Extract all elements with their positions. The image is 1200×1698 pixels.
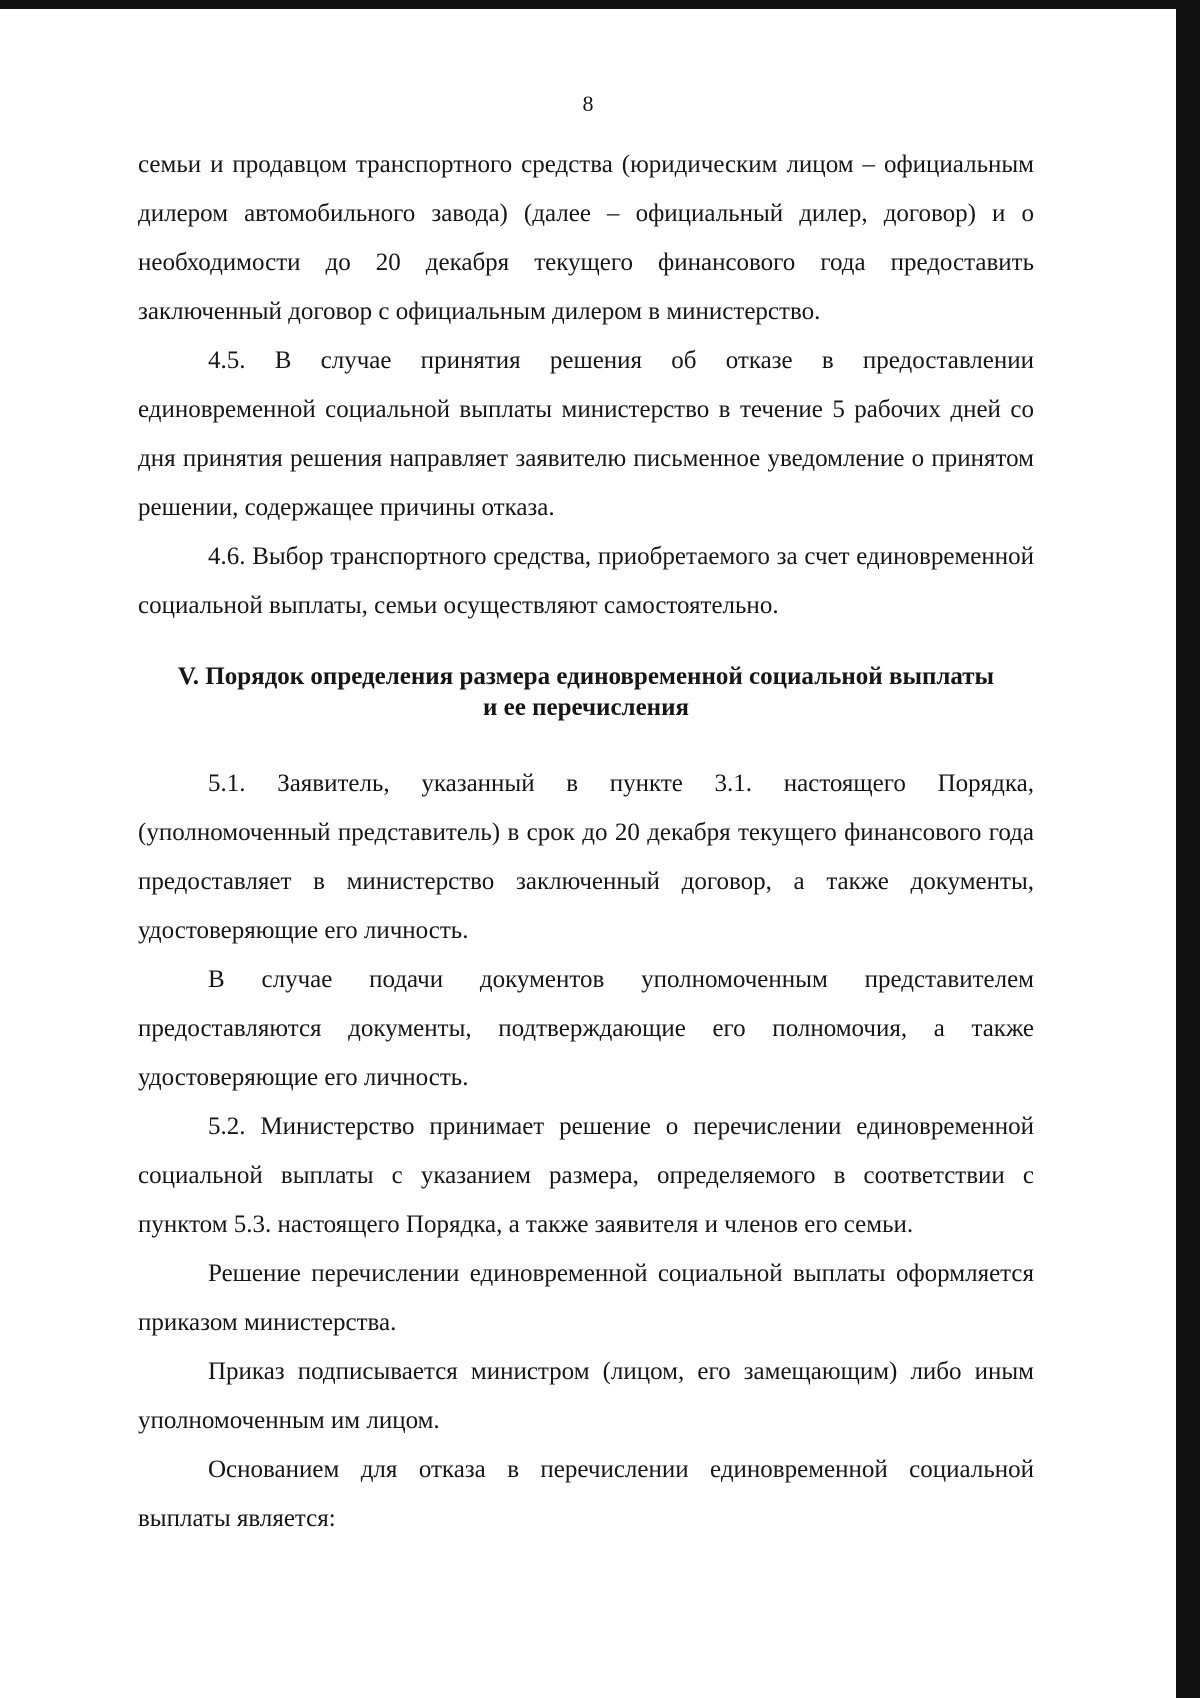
paragraph-5-2: 5.2. Министерство принимает решение о перечислении единовременной социальной выплаты с указанием размера, определяемого в соответствии с пунктом 5.3. настоящего Порядка, а также заявителя и членов его семьи.: [138, 1113, 1034, 1238]
paragraph-4-5: 4.5. В случае принятия решения об отказе в предоставлении единовременной социальной выплаты министерство в течение 5 рабочих дней со дня принятия решения направляет заявителю письменное уведомление о принятом решении, содержащее причины отказа.: [138, 347, 1034, 521]
paragraph-decision: Решение перечислении единовременной социальной выплаты оформляется приказом министерства.: [138, 1260, 1034, 1336]
section-heading-line-1: V. Порядок определения размера единовременной социальной выплаты: [177, 663, 995, 690]
paragraph-refusal-basis: Основанием для отказа в перечислении единовременной социальной выплаты является:: [138, 1456, 1034, 1532]
section-heading: [138, 661, 1034, 723]
paragraph-continuation: семьи и продавцом транспортного средства (юридическим лицом – официальным дилером автомобильного завода) (далее – официальный дилер, договор) и о необходимости до 20 декабря текущего финансового года предоставить заключенный договор с официальным дилером в министерство.: [138, 151, 1034, 325]
paragraph-representative: В случае подачи документов уполномоченным представителем предоставляются документы, подтверждающие его полномочия, а также удостоверяющие его личность.: [138, 966, 1034, 1091]
scan-border-right: [1176, 0, 1200, 1698]
scan-border-top: [0, 0, 1176, 9]
document-body: [138, 140, 1034, 1543]
paragraph-4-6: 4.6. Выбор транспортного средства, приобретаемого за счет единовременной социальной выплаты, семьи осуществляют самостоятельно.: [138, 543, 1034, 619]
section-heading-line-2: и ее перечисления: [482, 694, 690, 721]
page-number: 8: [582, 91, 594, 116]
paragraph-5-1: 5.1. Заявитель, указанный в пункте 3.1. настоящего Порядка, (уполномоченный представитель) в срок до 20 декабря текущего финансового года предоставляет в министерство заключенный договор, а также документы, удостоверяющие его личность.: [138, 770, 1034, 944]
paragraph-order: Приказ подписывается министром (лицом, его замещающим) либо иным уполномоченным им лицом.: [138, 1358, 1034, 1434]
